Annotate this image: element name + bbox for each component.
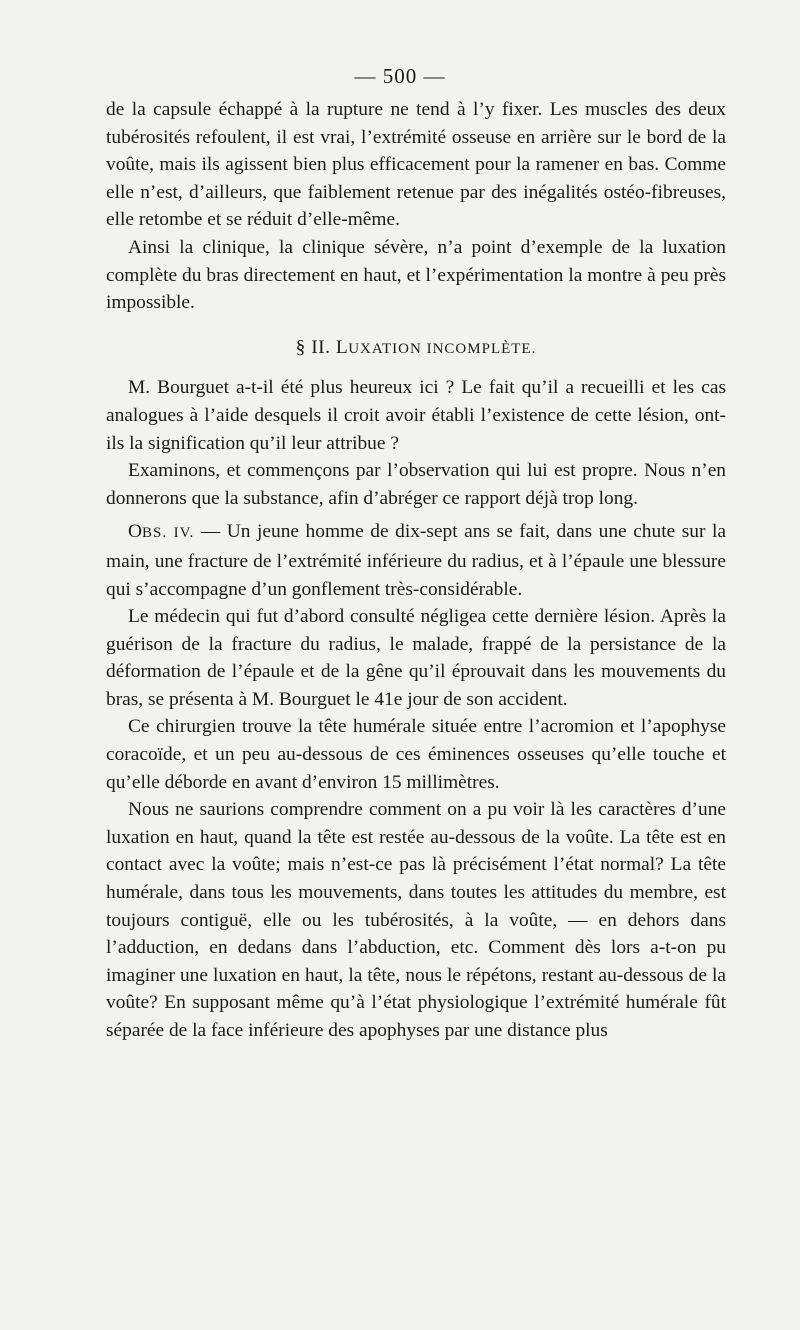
section-title-initial: L: [335, 336, 349, 358]
paragraph: Examinons, et commençons par l’observation qui lui est propre. Nous n’en donnerons que la substance, afin d’abréger ce rapport déjà trop long.: [106, 460, 726, 509]
paragraph-continuation: de la capsule échappé à la rupture ne tend à l’y fixer. Les muscles des deux tubérosités refoulent, il est vrai, l’extrémité osseuse en arrière sur le bord de la voûte, mais ils agissent bien plus efficacement pour la ramener en bas. Comme elle n’est, d’ailleurs, que faiblement retenue par des inégalités ostéo-fibreuses, elle retombe et se réduit d’elle-même.: [106, 99, 726, 231]
section-heading: [106, 334, 726, 364]
paragraph: M. Bourguet a-t-il été plus heureux ici ? Le fait qu’il a recueilli et les cas analogues à l’aide desquels il croit avoir établi l’existence de cette lésion, ont-ils la signification qu’il leur attribue ?: [106, 377, 726, 454]
paragraph: Ainsi la clinique, la clinique sévère, n’a point d’exemple de la luxation complète du bras directement en haut, et l’expérimentation la montre à peu près impossible.: [106, 236, 726, 314]
observation-label-initial: O: [128, 521, 143, 543]
section-title-rest: UXATION INCOMPLÈTE.: [348, 340, 537, 357]
section-mark: § II.: [295, 336, 331, 358]
observation-text: — Un jeune homme de dix-sept ans se fait, dans une chute sur la main, une fracture de l’extrémité inférieure du radius, et à l’épaule une blessure qui s’accompagne d’un gonflement très-considérable.: [106, 521, 727, 600]
observation-label-rest: BS. IV.: [142, 525, 195, 542]
body-text: [106, 96, 726, 1045]
page-number: — 500 —: [354, 64, 446, 88]
paragraph: Le médecin qui fut d’abord consulté négligea cette dernière lésion. Après la guérison de la fracture du radius, le malade, frappé de la persistance de la déformation de l’épaule et de la gêne qu’il éprouvait dans les mouvements du bras, se présenta à M. Bourguet le 41e jour de son accident.: [106, 606, 726, 710]
observation-paragraph: [106, 518, 726, 603]
paragraph: Nous ne saurions comprendre comment on a pu voir là les caractères d’une luxation en haut, quand la tête est restée au-dessous de la voûte. La tête est en contact avec la voûte; mais n’est-ce pas là précisément l’état normal? La tête humérale, dans tous les mouvements, dans toutes les attitudes du membre, est toujours contiguë, elle ou les tubérosités, à la voûte, — en dehors dans l’adduction, en dedans dans l’abduction, etc. Comment dès lors a-t-on pu imaginer une luxation en haut, la tête, nous le répétons, restant au-dessous de la voûte? En supposant même qu’à l’état physiologique l’extrémité humérale fût séparée de la face inférieure des apophyses par une distance plus: [106, 799, 726, 1041]
paragraph: Ce chirurgien trouve la tête humérale située entre l’acromion et l’apophyse coracoïde, et un peu au-dessous de ces éminences osseuses qu’elle touche et qu’elle déborde en avant d’environ 15 millimètres.: [106, 716, 726, 793]
